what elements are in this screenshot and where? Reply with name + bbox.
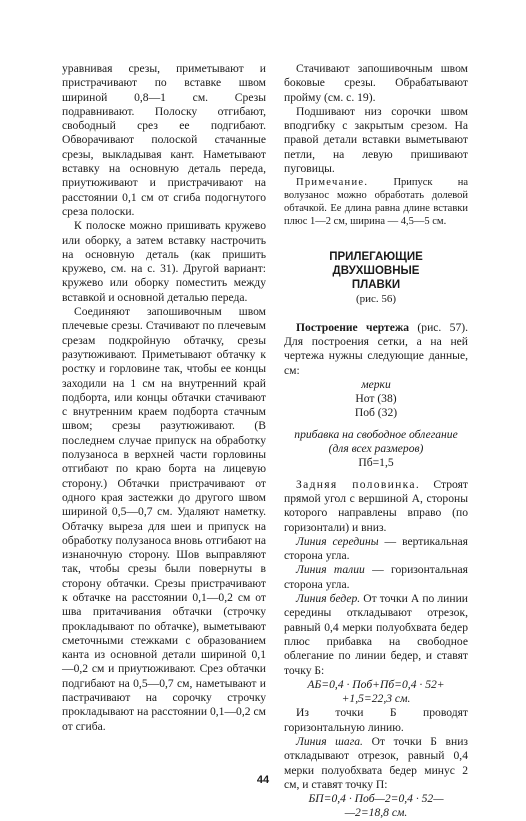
- left-column: [62, 62, 266, 734]
- subheading: Задняя половинка.: [296, 477, 421, 491]
- paragraph: [284, 535, 468, 564]
- subheading: Линия бедер.: [296, 592, 361, 606]
- section-title-line: ПЛАВКИ: [351, 279, 401, 292]
- figure-reference: (рис. 56): [355, 293, 397, 306]
- page-number: 44: [256, 774, 270, 786]
- measure-item: Нот (38): [355, 392, 397, 406]
- paragraph: [284, 563, 468, 592]
- subheading: Линия середины: [296, 534, 379, 548]
- paragraph: Подшивают низ сорочки швом вподгибку с закрытым срезом. На правой детали вставки выметывают петли, на левую пришивают пуговицы.: [284, 104, 468, 176]
- paragraph: [284, 478, 468, 535]
- paragraph-text: От точки Б вниз откладывают отрезок, равный 0,4 мерки полуобхвата бедер минус 2 см, и ставят точку П:: [284, 734, 468, 791]
- paragraph: Стачивают запошивочным швом боковые срезы. Обрабатывают пройму (см. с. 19).: [284, 62, 468, 104]
- paragraph: Соединяют запошивочным швом плечевые срезы. Стачивают по плечевым срезам подкройную обтачку, срезы разутюживают. Приметывают обтачку к ростку и горловине так, чтобы ее концы заходили на 1 см на внутренний край подборта, или концы обтачки стачивают с внутренним краем подборта стачным швом; срезы разутюживают. (В последнем случае припуск на обработку полузаноса в верхней части горловины отгибают по краю борта на лицевую сторону.) Обтачки пристрачивают от одного края застежки до другого швом шириной 0,5—0,7 см. Удаляют наметку. Обтачку выреза для шеи и припуск на обработку полузаноса вновь отгибают на изнаночную сторону. Шов выправляют так, чтобы срезы были повернуты в сторону обтачки. Срезы пристрачивают к обтачке на расстоянии 0,1—0,2 см от шва притачивания обтачки (строчку прокладывают по обтачке), выметывают сметочными стежками с образованием канта из основной детали шириной 0,1—0,2 см и приутюживают. Срез обтачки подгибают на 0,5—0,7 см, наметывают и пастрачивают на сорочку строчку прокладывают на расстоянии 0,1—0,2 см от сгиба.: [62, 305, 266, 733]
- formula-line: —2=18,8 см.: [344, 806, 408, 820]
- note-label: Примечание.: [296, 177, 369, 189]
- section-title-line: ДВУХШОВНЫЕ: [332, 265, 420, 278]
- subheading: Линия шага.: [296, 734, 363, 748]
- paragraph-text: От точки А по линии середины откладывают отрезок, равный 0,4 мерки полуобхвата бедер плюс прибавка на свободное облегание по линии бедер, и ставят точку Б:: [284, 592, 468, 677]
- paragraph: [284, 592, 468, 678]
- formula-line: +1,5=22,3 см.: [341, 692, 411, 706]
- formula-line: АБ=0,4 · Поб+Пб=0,4 · 52+: [307, 677, 445, 691]
- section-title: [284, 250, 468, 292]
- measures-label: мерки: [361, 377, 391, 391]
- paragraph-text: (рис. 57). Для построения сетки, а на ней чертежа нужны следующие данные, см:: [284, 320, 468, 377]
- subheading: Линия талии: [296, 563, 365, 577]
- note-text: Припуск на волузанос можно обработать долевой обтачкой. Ее длина равна длине вставки плюс 1—2 см, ширина — 4,5—5 см.: [284, 177, 468, 228]
- paragraph: Из точки Б проводят горизонтальную линию.: [284, 706, 468, 734]
- right-column: [284, 62, 468, 821]
- allowance-label: прибавка на свободное облегание (для всех размеров): [294, 427, 458, 456]
- section-title-line: ПРИЛЕГАЮЩИЕ: [329, 251, 423, 264]
- paragraph-text: — горизонтальная сторона угла.: [284, 563, 469, 591]
- paragraph: [284, 321, 468, 378]
- formula-line: БП=0,4 · Поб—2=0,4 · 52—: [308, 792, 444, 806]
- note-paragraph: [284, 176, 468, 228]
- measure-item: Поб (32): [354, 406, 398, 420]
- paragraph-text: — вертикальная сторона угла.: [284, 534, 469, 563]
- allowance-value: Пб=1,5: [358, 456, 394, 470]
- paragraph: К полоске можно пришивать кружево или оборку, а затем вставку настрочить на основную деталь (как пришить кружево, см. на с. 31). Другой вариант: кружево или оборку поместить между вставкой и основной деталью переда.: [62, 219, 266, 304]
- paragraph: уравнивая срезы, приметывают и пристрачивают по вставке швом шириной 0,8—1 см. Срезы подравнивают. Полоску отгибают, свободный срез ее подгибают. Обворачивают полоской стачанные срезы, выкладывая кант. Наметывают вставку на основную деталь переда, приутюживают и пристрачивают на расстоянии 0,1 см от сгиба подогнутого среза полоски.: [62, 62, 266, 218]
- subheading: Построение чертежа: [296, 320, 410, 334]
- paragraph-text: Строят прямой угол с вершиной А, стороны которого направлены вправо (по горизонтали) и вниз.: [284, 477, 468, 534]
